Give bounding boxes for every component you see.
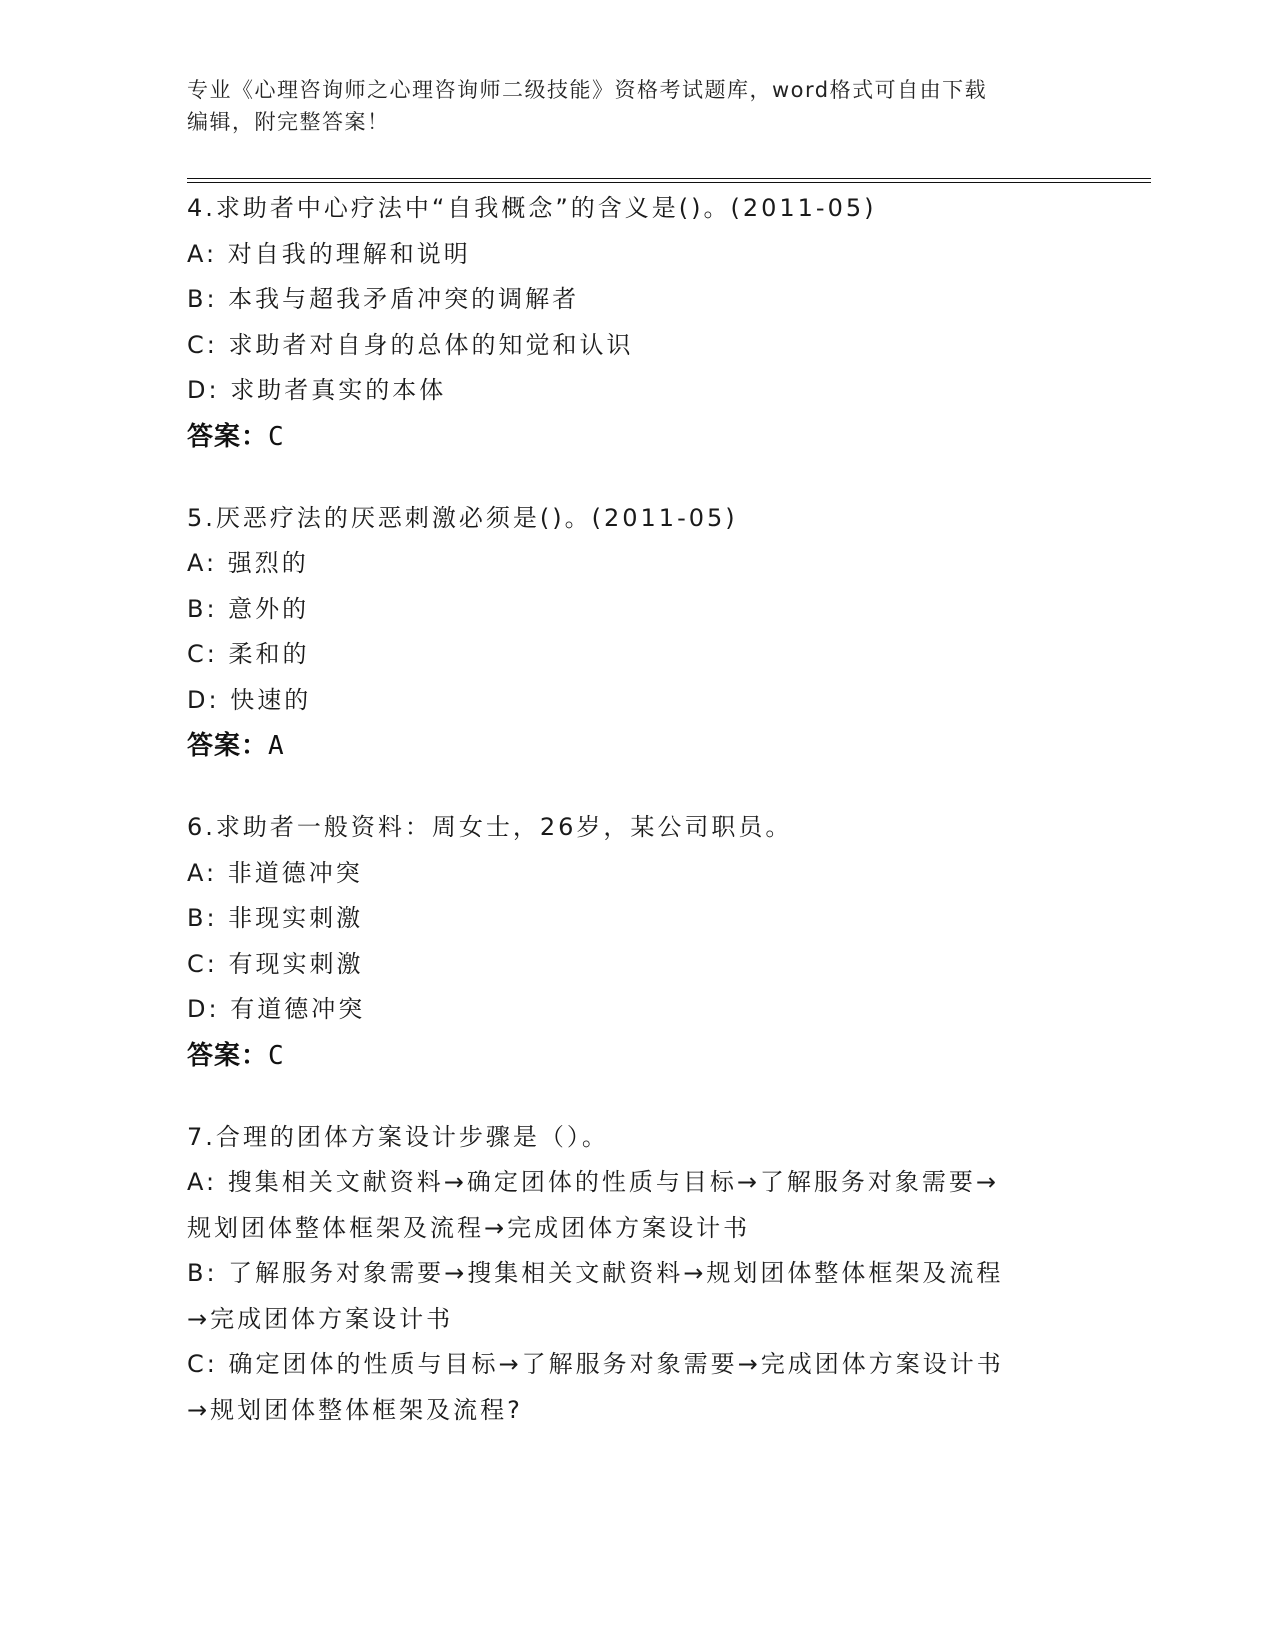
header-line-2: 编辑，附完整答案！ [187,110,390,134]
option-c: C: 柔和的 [187,640,310,668]
option-c: C: 求助者对自身的总体的知觉和认识 [187,330,634,359]
option-a: A: 对自我的理解和说明 [187,239,471,268]
header-divider-top [187,178,1151,179]
answer-label: 答案： [187,1040,269,1071]
answer-label: 答案： [187,421,269,452]
header-divider-bottom [187,182,1151,183]
question-stem: 5.厌恶疗法的厌恶刺激必须是()。(2011-05) [187,503,738,532]
option-b: B: 本我与超我矛盾冲突的调解者 [187,285,580,313]
answer-line [187,1033,1077,1079]
answer-value: C [268,421,285,452]
option-d: D: 求助者真实的本体 [187,376,447,404]
question-6 [187,805,1077,1079]
option-c: C: 有现实刺激 [187,949,364,978]
option-a: A: 强烈的 [187,549,309,577]
question-stem: 6.求助者一般资料：周女士，26岁，某公司职员。 [187,813,793,841]
option-a-continued: 规划团体整体框架及流程→完成团体方案设计书 [187,1213,751,1242]
question-list [187,186,1077,1469]
header-line-1: 专业《心理咨询师之心理咨询师二级技能》资格考试题库，word格式可自由下载 [187,78,988,102]
answer-value: A [268,731,285,761]
option-b: B: 意外的 [187,594,310,623]
question-stem: 4.求助者中心疗法中“自我概念”的含义是()。(2011-05) [187,194,877,222]
option-c-continued: →规划团体整体框架及流程? [187,1395,523,1424]
question-4 [187,186,1077,460]
answer-line [187,723,1077,769]
question-7 [187,1115,1077,1434]
option-a: A: 搜集相关文献资料→确定团体的性质与目标→了解服务对象需要→ [187,1168,1000,1196]
question-5 [187,496,1077,770]
option-b-continued: →完成团体方案设计书 [187,1304,454,1333]
question-stem: 7.合理的团体方案设计步骤是（）。 [187,1122,609,1151]
document-header [187,74,1067,138]
answer-label: 答案： [187,731,269,761]
option-c: C: 确定团体的性质与目标→了解服务对象需要→完成团体方案设计书 [187,1350,1004,1378]
answer-value: C [268,1040,285,1071]
option-d: D: 快速的 [187,685,312,714]
option-b: B: 非现实刺激 [187,904,364,932]
option-b: B: 了解服务对象需要→搜集相关文献资料→规划团体整体框架及流程 [187,1259,1004,1287]
option-a: A: 非道德冲突 [187,858,363,887]
answer-line [187,414,1077,460]
option-d: D: 有道德冲突 [187,995,366,1023]
